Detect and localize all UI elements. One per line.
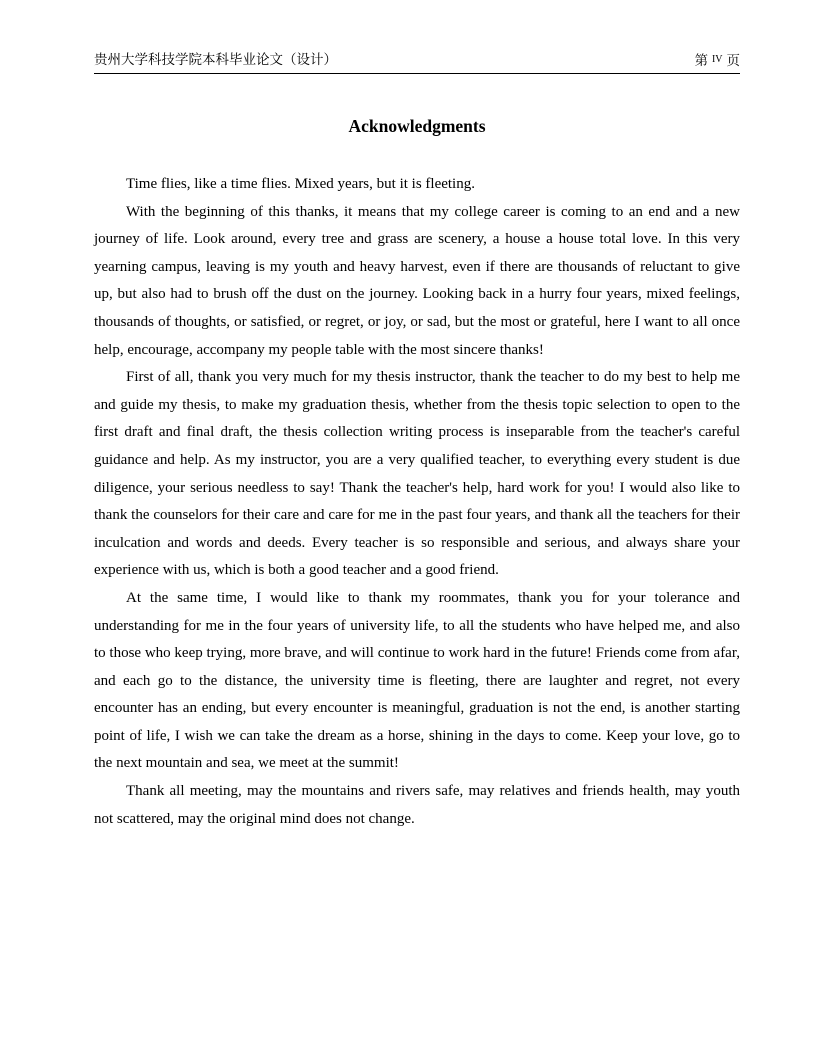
paragraph-3: First of all, thank you very much for my thesis instructor, thank the teacher to do my best to help me and guide my thesis, to make my graduation thesis, whether from the thesis topic selection to open to the first draft and final draft, the thesis collection writing process is inseparable from the teacher's careful guidance and help. As my instructor, you are a very qualified teacher, to everything every student is due diligence, your serious needless to say! Thank the teacher's help, hard work for you! I would also like to thank the counselors for their care and care for me in the past four years, and thank all the teachers for their inculcation and words and deeds. Every teacher is so responsible and serious, and always share your experience with us, which is both a good teacher and a good friend. <box>94 369 740 579</box>
paragraph-5: Thank all meeting, may the mountains and rivers safe, may relatives and friends health, may youth not scattered, may the original mind does not change. <box>94 783 740 827</box>
paragraph-2: With the beginning of this thanks, it means that my college career is coming to an end and a new journey of life. Look around, every tree and grass are scenery, a house a house total love. In this very yearning campus, leaving is my youth and heavy harvest, even if there are thousands of reluctant to give up, but also had to brush off the dust on the journey. Looking back in a hurry four years, mixed feelings, thousands of thoughts, or satisfied, or regret, or joy, or sad, but the most or grateful, here I want to all once help, encourage, accompany my people table with the most sincere thanks! <box>94 203 740 358</box>
page-number: IV <box>711 54 723 65</box>
paragraph-1: Time flies, like a time flies. Mixed years, but it is fleeting. <box>126 176 475 192</box>
page-prefix: 第 <box>694 53 708 69</box>
page-title: Acknowledgments <box>348 116 486 136</box>
paragraph-4: At the same time, I would like to thank my roommates, thank you for your tolerance and understanding for me in the four years of university life, to all the students who have helped me, and also to those who keep trying, more brave, and will continue to work hard in the future! Friends come from afar, and each go to the distance, the university time is fleeting, there are laughter and regret, not every encounter has an ending, but every encounter is meaningful, graduation is not the end, is another starting point of life, I wish we can take the dream as a horse, shining in the days to come. Keep your love, go to the next mountain and sea, we meet at the summit! <box>94 589 740 772</box>
header-page-indicator <box>694 49 740 72</box>
page-suffix: 页 <box>726 53 740 69</box>
acknowledgments-body <box>94 171 740 833</box>
header-thesis-title: 贵州大学科技学院本科毕业论文（设计） <box>94 52 337 68</box>
running-header <box>94 49 740 74</box>
